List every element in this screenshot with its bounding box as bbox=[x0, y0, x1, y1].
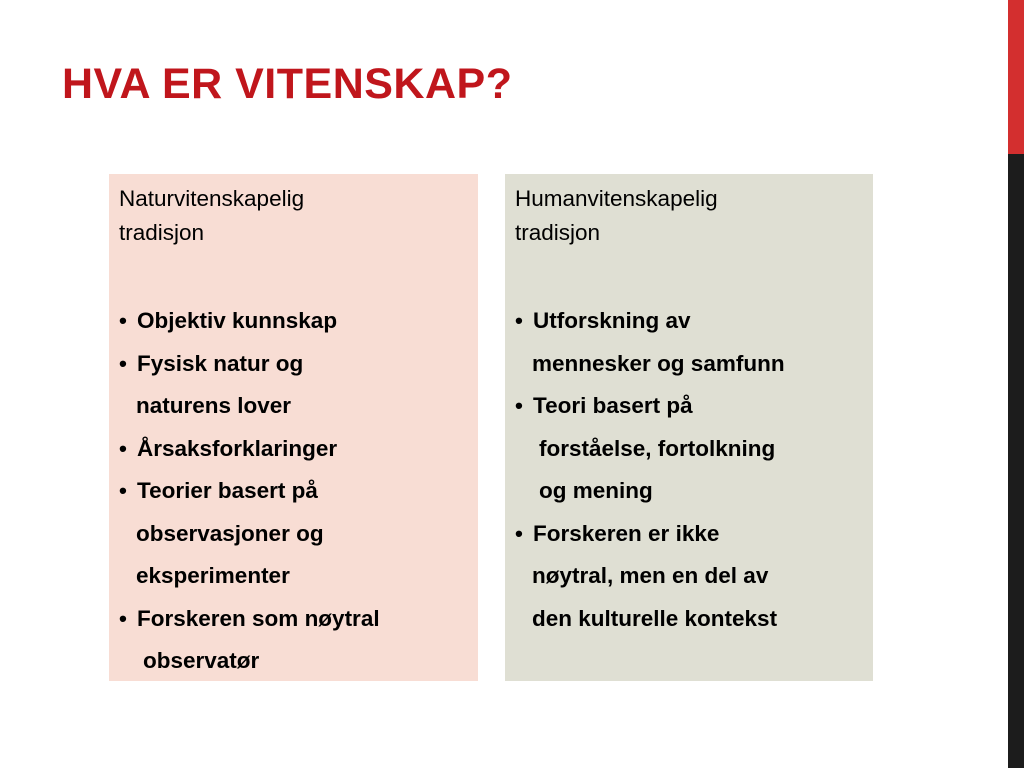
slide-title: HVA ER VITENSKAP? bbox=[62, 60, 513, 108]
list-item-continuation bbox=[119, 640, 472, 683]
list-item-continuation bbox=[119, 385, 472, 428]
list-item bbox=[119, 470, 472, 513]
list-item bbox=[515, 385, 867, 428]
accent-bar-red bbox=[1008, 0, 1024, 154]
natural-science-panel bbox=[109, 174, 478, 681]
humanities-heading bbox=[515, 182, 867, 250]
humanities-panel bbox=[505, 174, 873, 681]
natural-science-heading bbox=[119, 182, 472, 250]
list-item-continuation bbox=[515, 470, 867, 513]
list-item-continuation bbox=[515, 555, 867, 598]
list-item-text: Forskeren som nøytral bbox=[137, 605, 380, 631]
list-item bbox=[515, 300, 867, 343]
list-item-text: Teorier basert på bbox=[137, 478, 318, 503]
bullet: • bbox=[119, 605, 127, 631]
natural-science-list bbox=[119, 300, 472, 683]
list-item bbox=[119, 428, 472, 471]
list-item-continuation bbox=[119, 555, 472, 598]
list-item-continuation bbox=[515, 343, 867, 386]
bullet: • bbox=[515, 308, 523, 333]
list-item-text: den kulturelle kontekst bbox=[532, 605, 778, 631]
list-item-text: Teori basert på bbox=[533, 393, 693, 418]
list-item-text: observasjoner og bbox=[136, 520, 324, 546]
list-item bbox=[119, 598, 472, 641]
list-item-continuation bbox=[515, 598, 867, 641]
bullet: • bbox=[119, 435, 127, 461]
list-item-text: Utforskning av bbox=[533, 308, 691, 333]
bullet: • bbox=[119, 308, 127, 333]
list-item-text: og mening bbox=[539, 478, 653, 503]
list-item-text: eksperimenter bbox=[136, 563, 290, 588]
list-item-text: mennesker og samfunn bbox=[532, 350, 785, 376]
heading-line: Humanvitenskapelig bbox=[515, 186, 718, 211]
list-item-text: Årsaksforklaringer bbox=[137, 435, 338, 461]
list-item-text: Forskeren er ikke bbox=[533, 520, 720, 546]
list-item-text: Fysisk natur og bbox=[137, 350, 304, 376]
list-item-text: forståelse, fortolkning bbox=[539, 435, 776, 461]
accent-bar-dark bbox=[1008, 154, 1024, 768]
list-item-text: nøytral, men en del av bbox=[532, 563, 769, 588]
list-item bbox=[119, 343, 472, 386]
bullet: • bbox=[515, 393, 523, 418]
list-item bbox=[119, 300, 472, 343]
heading-line: tradisjon bbox=[119, 220, 205, 245]
bullet: • bbox=[119, 478, 127, 503]
heading-line: tradisjon bbox=[515, 220, 601, 245]
bullet: • bbox=[119, 350, 127, 376]
list-item-continuation bbox=[119, 513, 472, 556]
bullet: • bbox=[515, 520, 523, 546]
humanities-list bbox=[515, 300, 867, 640]
list-item-text: Objektiv kunnskap bbox=[137, 308, 338, 333]
list-item bbox=[515, 513, 867, 556]
heading-line: Naturvitenskapelig bbox=[119, 186, 305, 211]
list-item-text: observatør bbox=[143, 648, 260, 673]
list-item-text: naturens lover bbox=[136, 393, 292, 418]
list-item-continuation bbox=[515, 428, 867, 471]
